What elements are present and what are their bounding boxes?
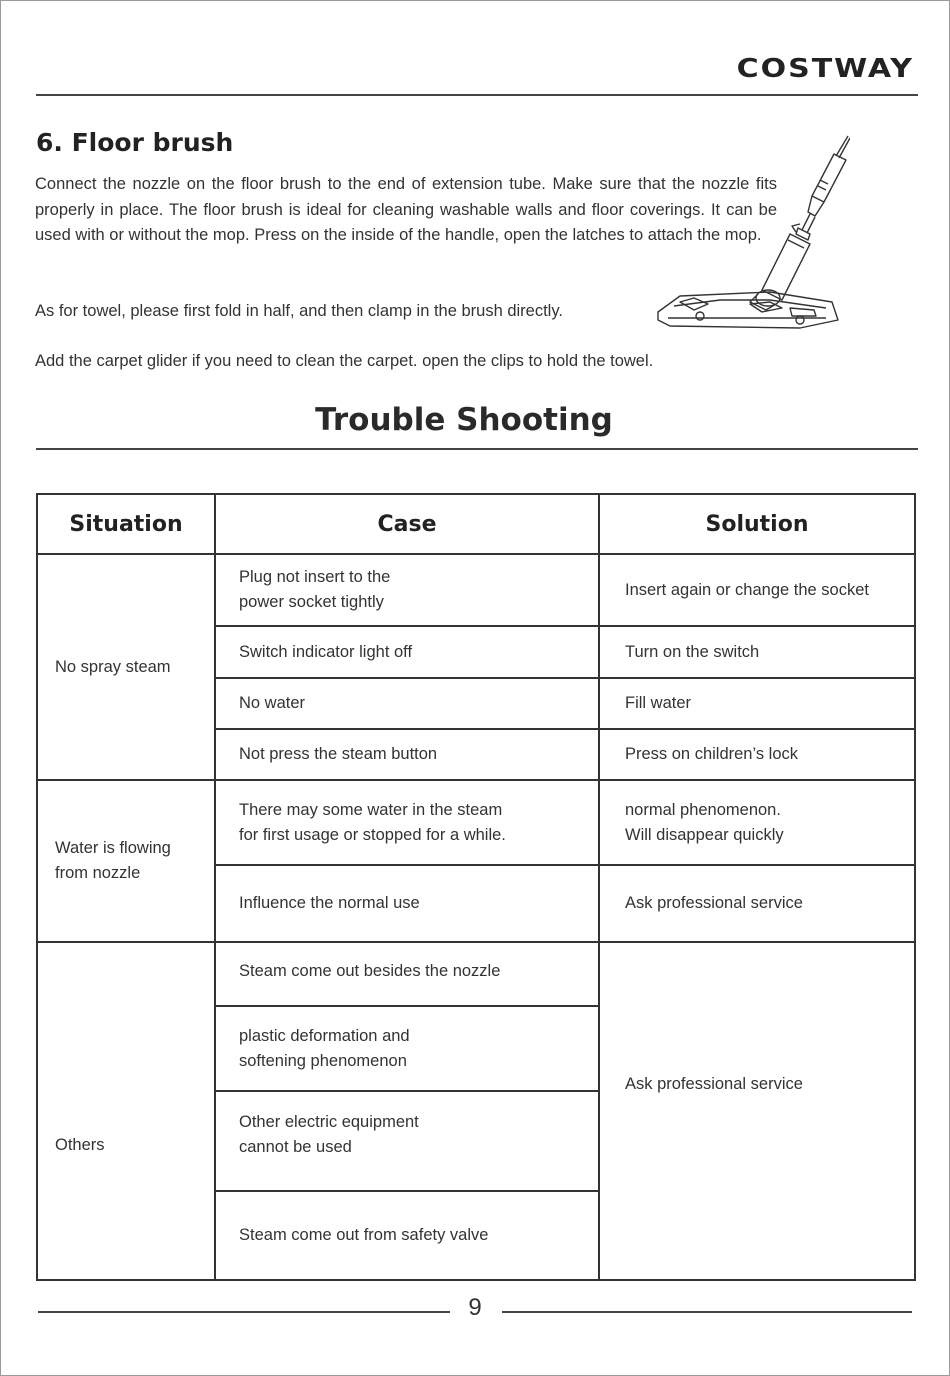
troubleshooting-rule: [36, 448, 918, 450]
troubleshooting-table: [36, 493, 916, 1281]
situation-cell: No spray steam: [37, 554, 215, 780]
solution-cell: Press on children’s lock: [599, 729, 915, 780]
solution-cell: Ask professional service: [599, 942, 915, 1280]
page-number: 9: [468, 1294, 482, 1321]
header-case: Case: [215, 494, 599, 554]
header-rule: [36, 94, 918, 96]
table-row: [37, 942, 915, 1006]
situation-cell: Water is flowing from nozzle: [37, 780, 215, 942]
case-cell: Plug not insert to the power socket tightly: [215, 554, 599, 626]
case-cell: Steam come out besides the nozzle: [215, 942, 599, 1006]
solution-cell: normal phenomenon. Will disappear quickly: [599, 780, 915, 865]
header-solution: Solution: [599, 494, 915, 554]
case-cell: Influence the normal use: [215, 865, 599, 942]
case-cell: Switch indicator light off: [215, 626, 599, 678]
case-cell: Steam come out from safety valve: [215, 1191, 599, 1280]
brand-logo: COSTWAY: [736, 54, 914, 84]
case-cell: Not press the steam button: [215, 729, 599, 780]
case-cell: Other electric equipment cannot be used: [215, 1091, 599, 1191]
case-cell: No water: [215, 678, 599, 729]
solution-cell: Ask professional service: [599, 865, 915, 942]
solution-cell: Turn on the switch: [599, 626, 915, 678]
table-header-row: [37, 494, 915, 554]
solution-cell: Insert again or change the socket: [599, 554, 915, 626]
case-cell: There may some water in the steam for first usage or stopped for a while.: [215, 780, 599, 865]
table-row: [37, 554, 915, 626]
section-title: 6. Floor brush: [36, 128, 234, 157]
solution-cell: Fill water: [599, 678, 915, 729]
header-situation: Situation: [37, 494, 215, 554]
footer-rule-right: [502, 1311, 912, 1313]
case-cell: plastic deformation and softening phenomenon: [215, 1006, 599, 1091]
troubleshooting-title: Trouble Shooting: [315, 402, 613, 438]
table-row: [37, 780, 915, 865]
situation-cell: Others: [37, 942, 215, 1280]
paragraph-towel: As for towel, please first fold in half, and then clamp in the brush directly.: [35, 302, 563, 320]
paragraph-connect-nozzle: Connect the nozzle on the floor brush to the end of extension tube. Make sure that the nozzle fits properly in place. The floor brush is ideal for cleaning washable walls and floor coverings. It can be used with or without the mop. Press on the inside of the handle, open the latches to attach the mop.: [35, 175, 777, 244]
floor-brush-illustration: [650, 132, 850, 332]
paragraph-carpet-glider: Add the carpet glider if you need to clean the carpet. open the clips to hold the towel.: [35, 352, 654, 370]
